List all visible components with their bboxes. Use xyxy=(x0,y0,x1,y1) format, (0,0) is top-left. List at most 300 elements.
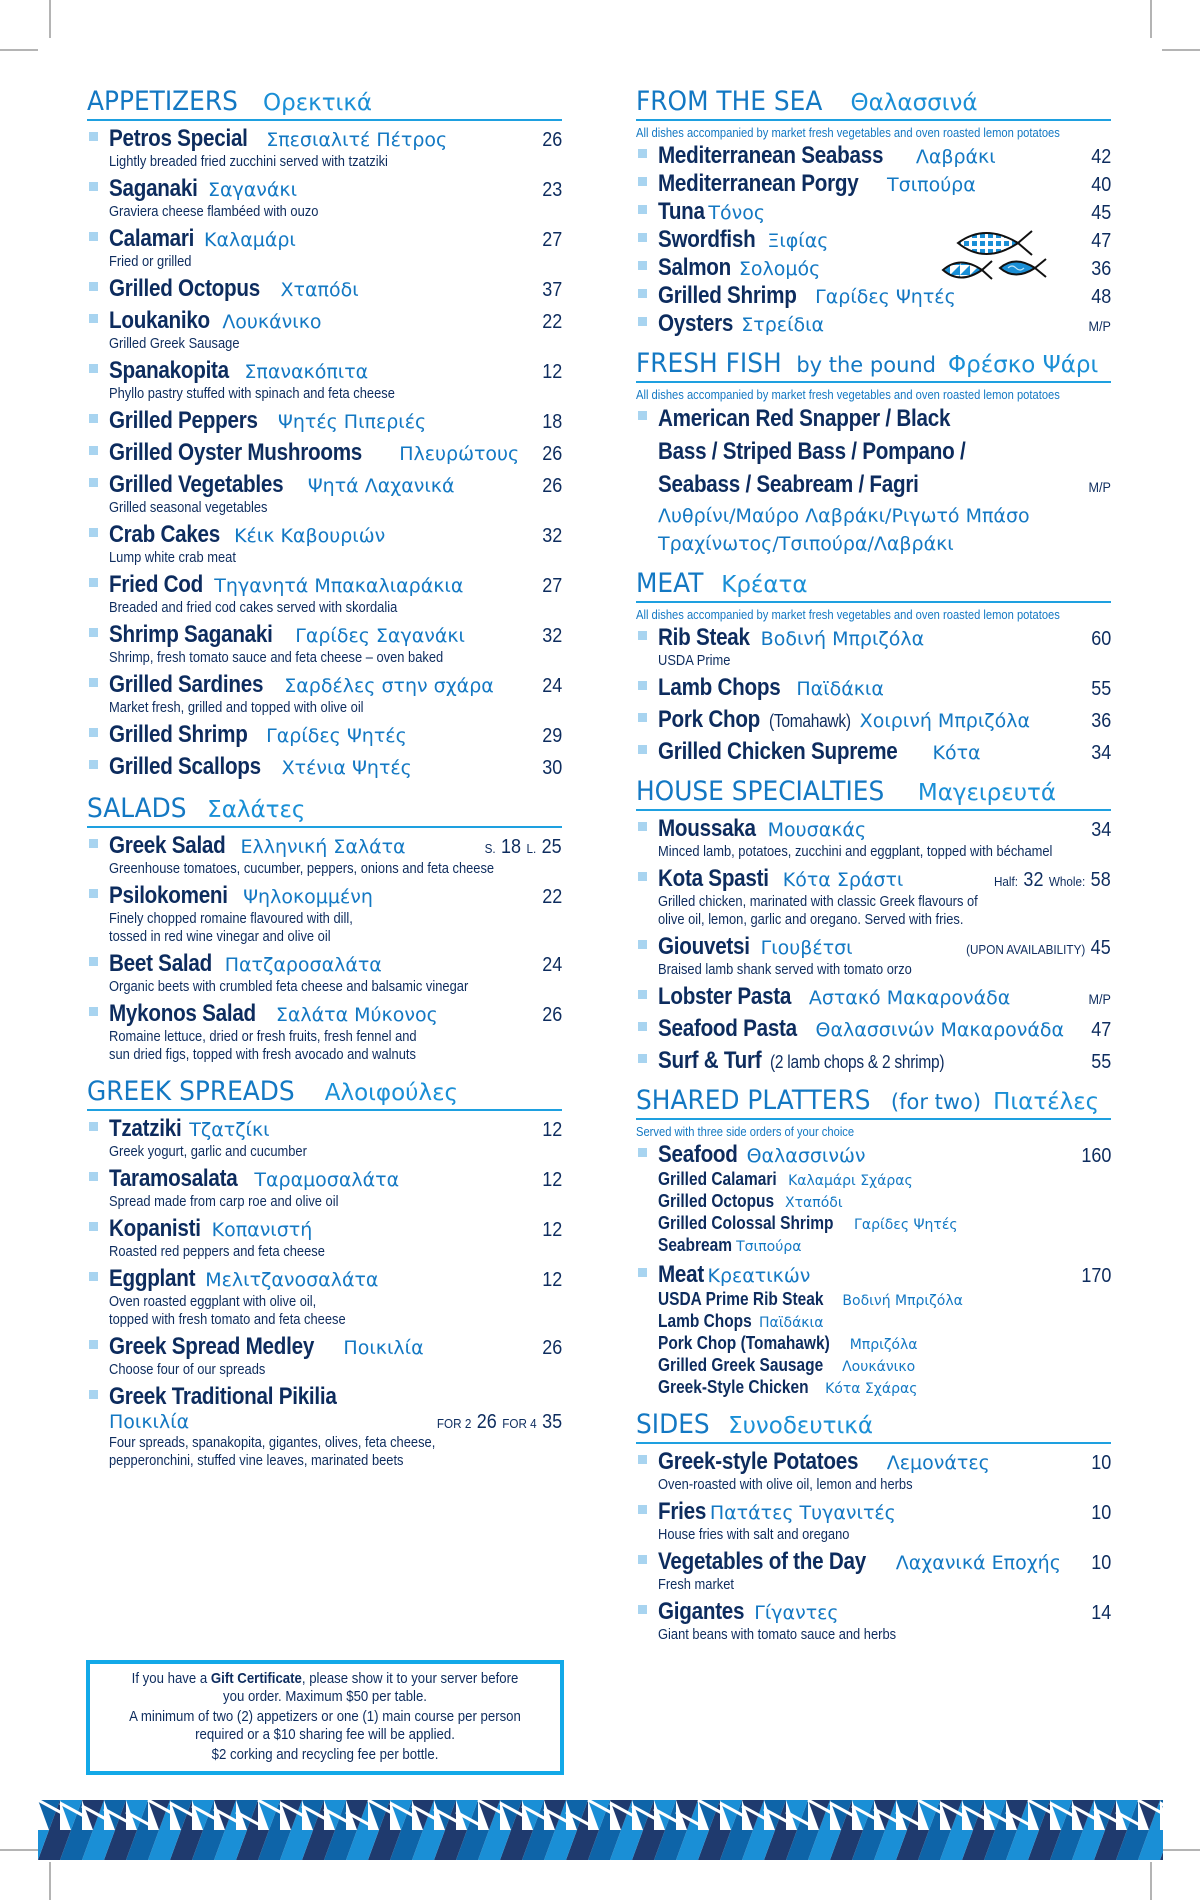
item-name: Loukaniko xyxy=(109,307,210,334)
menu-item xyxy=(87,1000,562,1064)
sub-item-greek: Μπριζόλα xyxy=(849,1337,918,1353)
bullet-icon xyxy=(638,1555,647,1564)
item-greek-name: Γίγαντες xyxy=(754,1602,839,1624)
item-name-wrap xyxy=(109,671,494,699)
section-note: Served with three side orders of your choice xyxy=(636,1124,855,1139)
house-specialties-list xyxy=(636,815,1111,1075)
menu-item xyxy=(87,175,562,221)
section-header xyxy=(636,1409,1111,1444)
item-greek-name: Κότα Σράστι xyxy=(782,869,904,891)
item-name-wrap xyxy=(109,1115,270,1143)
item-greek-name: Ξιφίας xyxy=(767,230,829,252)
item-description: topped with fresh tomato and feta cheese xyxy=(109,1311,346,1328)
sub-item-greek: Γαρίδες Ψητές xyxy=(854,1217,958,1233)
item-name: Greek Salad xyxy=(109,832,226,859)
menu-item xyxy=(636,624,1111,670)
section-shared-platters xyxy=(636,1085,1111,1399)
item-name-wrap xyxy=(109,225,296,253)
section-header xyxy=(636,86,1111,121)
item-greek-name: Γιουβέτσι xyxy=(760,937,853,959)
item-greek: Λυθρίνι/Μαύρο Λαβράκι/Ριγωτό Μπάσο xyxy=(658,505,1030,527)
item-name: Gigantes xyxy=(658,1598,745,1625)
item-name: Greek Traditional Pikilia xyxy=(109,1383,337,1410)
item-name-wrap xyxy=(658,738,981,766)
item-greek-name: Ποικιλία xyxy=(109,1411,190,1433)
crop-mark-bottom-left-h xyxy=(0,1849,38,1851)
section-title: MEAT xyxy=(636,568,704,599)
item-price: 36 xyxy=(1090,258,1111,280)
item-name-wrap xyxy=(658,983,1010,1011)
availability-label: (UPON AVAILABILITY) xyxy=(966,942,1086,957)
item-name-wrap xyxy=(109,1333,424,1361)
item-name: Grilled Chicken Supreme xyxy=(658,738,898,765)
item-name: Grilled Sardines xyxy=(109,671,264,698)
sub-item-name: Seabream xyxy=(658,1235,733,1255)
item-name: Rib Steak xyxy=(658,624,750,651)
item-greek-name: Τζατζίκι xyxy=(189,1119,270,1141)
price-for-2: 26 xyxy=(476,1411,497,1433)
item-price: 10 xyxy=(1090,1452,1111,1474)
menu-item xyxy=(87,1383,562,1470)
item-price: M/P xyxy=(1088,318,1111,334)
item-greek-name: Λαχανικά Εποχής xyxy=(895,1552,1061,1574)
menu-item xyxy=(87,671,562,717)
item-greek-name: Ελληνική Σαλάτα xyxy=(240,836,406,858)
crop-mark-top-right-v xyxy=(1150,0,1152,38)
section-salads xyxy=(87,793,562,1064)
menu-item xyxy=(636,1015,1111,1043)
sub-item-name: Grilled Octopus xyxy=(658,1191,775,1211)
sub-item-greek: Βοδινή Μπριζόλα xyxy=(842,1293,963,1309)
price-small: 18 xyxy=(501,836,522,858)
item-row xyxy=(109,407,562,435)
item-price: 26 xyxy=(541,1337,562,1359)
item-price: 60 xyxy=(1090,628,1111,650)
item-name: Moussaka xyxy=(658,815,756,842)
item-price: 27 xyxy=(541,575,562,597)
item-row xyxy=(658,706,1111,734)
crop-mark-bottom-right-h xyxy=(1162,1849,1200,1851)
menu-item xyxy=(87,1333,562,1379)
menu-item xyxy=(87,225,562,271)
item-price xyxy=(437,1411,562,1434)
section-header xyxy=(87,793,562,828)
bullet-icon xyxy=(89,678,98,687)
item-name-wrap xyxy=(658,1598,839,1626)
price-for-4: 35 xyxy=(541,1411,562,1433)
item-row xyxy=(109,275,562,303)
item-price xyxy=(994,869,1111,892)
item-row xyxy=(658,674,1111,702)
item-row xyxy=(109,1333,562,1361)
item-row xyxy=(658,933,1111,961)
item-description: Fresh market xyxy=(658,1576,734,1593)
section-from-the-sea xyxy=(636,86,1111,338)
item-row xyxy=(109,357,562,385)
item-greek-name: Παϊδάκια xyxy=(796,678,884,700)
item-price: 48 xyxy=(1090,286,1111,308)
bullet-icon xyxy=(89,132,98,141)
item-name: Fries xyxy=(658,1498,707,1525)
menu-item xyxy=(87,125,562,171)
item-greek-name: Θαλασσινών Μακαρονάδα xyxy=(815,1019,1065,1041)
sub-item-name: Greek-Style Chicken xyxy=(658,1377,809,1397)
menu-item xyxy=(87,471,562,517)
section-title: SALADS xyxy=(87,793,187,824)
item-price: 40 xyxy=(1090,174,1111,196)
item-name-wrap xyxy=(658,624,924,652)
item-greek-name: Ψητά Λαχανικά xyxy=(307,475,455,497)
item-name-wrap xyxy=(109,571,463,599)
item-name-wrap xyxy=(658,865,903,893)
item-name: Meat xyxy=(658,1261,704,1288)
bullet-icon xyxy=(638,233,647,242)
right-column xyxy=(636,86,1111,1654)
crop-mark-top-right-h xyxy=(1162,49,1200,51)
item-name: Grilled Scallops xyxy=(109,753,261,780)
item-row xyxy=(109,1383,562,1411)
item-row xyxy=(109,175,562,203)
item-row xyxy=(658,198,1111,226)
item-greek-name: Κέικ Καβουριών xyxy=(234,525,386,547)
size-label: S. xyxy=(484,841,496,856)
item-name-wrap xyxy=(658,170,976,198)
item-greek-name: Πατζαροσαλάτα xyxy=(224,954,382,976)
sub-item-name: Pork Chop (Tomahawk) xyxy=(658,1333,830,1353)
bullet-icon xyxy=(638,1505,647,1514)
menu-item xyxy=(87,1215,562,1261)
item-row xyxy=(658,1548,1111,1576)
menu-item xyxy=(636,198,1111,226)
menu-item xyxy=(87,950,562,996)
item-name-wrap xyxy=(658,1548,1061,1576)
sub-item-name: Grilled Colossal Shrimp xyxy=(658,1213,834,1233)
menu-item xyxy=(636,1261,1111,1399)
bullet-icon xyxy=(638,1605,647,1614)
item-name: Vegetables of the Day xyxy=(658,1548,866,1575)
item-name: Eggplant xyxy=(109,1265,196,1292)
item-greek-name: Μουσακάς xyxy=(767,819,867,841)
item-greek-name: Σπεσιαλιτέ Πέτρος xyxy=(266,129,448,151)
menu-item xyxy=(87,721,562,749)
item-name: Pork Chop xyxy=(658,706,761,733)
bullet-icon xyxy=(89,232,98,241)
bullet-icon xyxy=(89,628,98,637)
item-description: Roasted red peppers and feta cheese xyxy=(109,1243,325,1260)
item-description: Greek yogurt, garlic and cucumber xyxy=(109,1143,307,1160)
platter-sub-item xyxy=(658,1289,1111,1311)
notice-line-2: you order. Maximum $50 per table. xyxy=(223,1688,427,1705)
item-name: Grilled Vegetables xyxy=(109,471,284,498)
section-title-greek: Συνοδευτικά xyxy=(728,1413,874,1439)
item-price: 55 xyxy=(1090,678,1111,700)
sub-item-greek: Παϊδάκια xyxy=(759,1315,824,1331)
item-greek-name: Γαρίδες Ψητές xyxy=(266,725,407,747)
bullet-icon xyxy=(89,728,98,737)
item-name-wrap xyxy=(658,1261,810,1289)
item-description: Organic beets with crumbled feta cheese and balsamic vinegar xyxy=(109,978,469,995)
section-title-greek: Κρέατα xyxy=(721,572,808,598)
item-name: Tuna xyxy=(658,198,705,225)
item-row xyxy=(658,142,1111,170)
menu-item xyxy=(636,865,1111,929)
platter-sub-item xyxy=(658,1333,1111,1355)
item-price: 18 xyxy=(541,411,562,433)
notice-line-5: $2 corking and recycling fee per bottle. xyxy=(211,1746,439,1763)
item-price: 26 xyxy=(541,1004,562,1026)
item-name: Psilokomeni xyxy=(109,882,228,909)
menu-item xyxy=(636,1498,1111,1544)
item-description: Finely chopped romaine flavoured with dill, xyxy=(109,910,353,927)
item-greek-name: Ταραμοσαλάτα xyxy=(254,1169,400,1191)
item-row xyxy=(658,170,1111,198)
section-title-greek: Πιατέλες xyxy=(993,1089,1100,1115)
item-name: Kota Spasti xyxy=(658,865,769,892)
item-name-wrap xyxy=(109,175,297,203)
item-name-note: (Tomahawk) xyxy=(768,711,851,731)
bullet-icon xyxy=(89,1122,98,1131)
item-price: 47 xyxy=(1090,230,1111,252)
section-greek-spreads xyxy=(87,1076,562,1470)
bullet-icon xyxy=(638,1022,647,1031)
item-price: 36 xyxy=(1090,710,1111,732)
bullet-icon xyxy=(638,205,647,214)
menu-item xyxy=(87,832,562,878)
item-name: Crab Cakes xyxy=(109,521,221,548)
bullet-icon xyxy=(89,1222,98,1231)
bullet-icon xyxy=(89,414,98,423)
item-price: 24 xyxy=(541,675,562,697)
item-name: Lamb Chops xyxy=(658,674,781,701)
notice-line-1: If you have a Gift Certificate, please show it to your server before xyxy=(131,1670,519,1687)
item-greek-name: Κρεατικών xyxy=(707,1265,811,1287)
item-greek-name: Ποικιλία xyxy=(343,1337,424,1359)
section-title: FROM THE SEA xyxy=(636,86,823,117)
menu-item xyxy=(87,1115,562,1161)
item-name: Greek Spread Medley xyxy=(109,1333,315,1360)
item-greek-name: Γαρίδες Ψητές xyxy=(815,286,956,308)
section-title: HOUSE SPECIALTIES xyxy=(636,776,885,807)
bullet-icon xyxy=(638,261,647,270)
bullet-icon xyxy=(638,1148,647,1157)
section-note: All dishes accompanied by market fresh vegetables and oven roasted lemon potatoes xyxy=(636,387,1060,402)
section-title-greek: Αλοιφούλες xyxy=(324,1080,459,1106)
item-row xyxy=(109,721,562,749)
item-price: 24 xyxy=(541,954,562,976)
item-name: Taramosalata xyxy=(109,1165,238,1192)
item-price: 14 xyxy=(1090,1602,1111,1624)
item-row xyxy=(109,1411,562,1434)
section-title-greek: Θαλασσινά xyxy=(850,90,978,116)
item-description: Greenhouse tomatoes, cucumber, peppers, onions and feta cheese xyxy=(109,860,495,877)
item-name-wrap xyxy=(658,674,884,702)
item-name-wrap xyxy=(109,832,406,860)
menu-item xyxy=(636,404,1111,558)
item-price: 10 xyxy=(1090,1552,1111,1574)
menu-item xyxy=(87,439,562,467)
item-name: Saganaki xyxy=(109,175,198,202)
platter-sub-item xyxy=(658,1191,1111,1213)
section-title-extra: by the pound xyxy=(796,353,937,377)
bullet-icon xyxy=(89,528,98,537)
item-name: Grilled Octopus xyxy=(109,275,260,302)
section-note: All dishes accompanied by market fresh vegetables and oven roasted lemon potatoes xyxy=(636,607,1060,622)
item-price: 55 xyxy=(1090,1051,1111,1073)
item-row xyxy=(109,621,562,649)
menu-item xyxy=(87,1165,562,1211)
item-description: Fried or grilled xyxy=(109,253,192,270)
item-name: Tzatziki xyxy=(109,1115,182,1142)
menu-item xyxy=(87,882,562,946)
sub-item-name: USDA Prime Rib Steak xyxy=(658,1289,824,1309)
item-price: 32 xyxy=(541,625,562,647)
item-price: 12 xyxy=(541,1169,562,1191)
item-price: 37 xyxy=(541,279,562,301)
platter-sub-item xyxy=(658,1169,1111,1191)
bullet-icon xyxy=(638,681,647,690)
item-description: Romaine lettuce, dried or fresh fruits, fresh fennel and xyxy=(109,1028,417,1045)
section-title: GREEK SPREADS xyxy=(87,1076,295,1107)
bullet-icon xyxy=(638,149,647,158)
item-row xyxy=(658,310,1111,338)
item-description: Grilled Greek Sausage xyxy=(109,335,240,352)
crop-mark-bottom-right-v xyxy=(1150,1862,1152,1900)
item-price: 47 xyxy=(1090,1019,1111,1041)
section-header xyxy=(636,1085,1111,1120)
meat-list xyxy=(636,624,1111,766)
item-name-wrap xyxy=(658,254,820,282)
menu-item xyxy=(636,1548,1111,1594)
menu-item xyxy=(636,815,1111,861)
crop-mark-bottom-left-v xyxy=(49,1862,51,1900)
item-name-wrap xyxy=(109,521,385,549)
item-name-wrap xyxy=(109,125,447,153)
item-row xyxy=(109,1115,562,1143)
section-title: FRESH FISH xyxy=(636,348,782,379)
price: 45 xyxy=(1090,937,1111,959)
price-large: 25 xyxy=(541,836,562,858)
sub-item-greek: Κότα Σχάρας xyxy=(825,1381,918,1397)
item-description: House fries with salt and oregano xyxy=(658,1526,850,1543)
size-label: Whole: xyxy=(1049,874,1086,889)
item-row xyxy=(658,1141,1111,1169)
sub-item-greek: Τσιπούρα xyxy=(736,1239,802,1255)
section-title: APPETIZERS xyxy=(87,86,238,117)
item-row xyxy=(658,624,1111,652)
item-price: 34 xyxy=(1090,819,1111,841)
menu-item xyxy=(87,307,562,353)
bullet-icon xyxy=(638,990,647,999)
item-row xyxy=(109,125,562,153)
item-name-wrap xyxy=(658,1141,865,1169)
item-name-wrap xyxy=(658,815,866,843)
item-description: Oven-roasted with olive oil, lemon and herbs xyxy=(658,1476,913,1493)
item-greek-name: Σαλάτα Μύκονος xyxy=(275,1004,438,1026)
size-label: FOR 2 xyxy=(436,1416,472,1431)
item-name-wrap xyxy=(109,1215,312,1243)
section-title-greek: Ορεκτικά xyxy=(263,90,373,116)
bullet-icon xyxy=(89,446,98,455)
item-price: 23 xyxy=(541,179,562,201)
item-row xyxy=(658,865,1111,893)
item-price: 32 xyxy=(541,525,562,547)
item-name: Grilled Oyster Mushrooms xyxy=(109,439,363,466)
notice-line-3: A minimum of two (2) appetizers or one (1) main course per person xyxy=(129,1708,521,1725)
item-greek-name: Λεμονάτες xyxy=(886,1452,990,1474)
section-fresh-fish xyxy=(636,348,1111,558)
item-name-wrap xyxy=(109,439,519,467)
item-name: Mykonos Salad xyxy=(109,1000,256,1027)
item-name-wrap xyxy=(658,198,765,226)
menu-item xyxy=(636,142,1111,170)
bullet-icon xyxy=(89,1007,98,1016)
crop-mark-top-left-h xyxy=(0,49,38,51)
item-description: Phyllo pastry stuffed with spinach and feta cheese xyxy=(109,385,395,402)
item-row xyxy=(109,307,562,335)
item-greek: Τραχίνωτος/Τσιπούρα/Λαβράκι xyxy=(658,533,954,555)
menu-item xyxy=(87,275,562,303)
item-row xyxy=(658,1261,1111,1289)
item-greek-name: Λουκάνικο xyxy=(222,311,322,333)
item-greek-name: Ψητές Πιπεριές xyxy=(277,411,427,433)
bullet-icon xyxy=(89,1340,98,1349)
item-name-wrap xyxy=(109,753,412,781)
section-house-specialties xyxy=(636,776,1111,1075)
item-name: Seafood xyxy=(658,1141,738,1168)
item-name-wrap xyxy=(109,471,455,499)
sub-item-name: Grilled Calamari xyxy=(658,1169,777,1189)
item-greek-name: Γαρίδες Σαγανάκι xyxy=(295,625,465,647)
menu-item xyxy=(87,571,562,617)
left-column xyxy=(87,86,562,1480)
section-header xyxy=(636,568,1111,603)
item-description: sun dried figs, topped with fresh avocado and walnuts xyxy=(109,1046,416,1063)
bullet-icon xyxy=(638,1455,647,1464)
item-name-wrap xyxy=(658,1015,1064,1043)
item-name-wrap xyxy=(658,310,824,338)
bullet-icon xyxy=(638,822,647,831)
item-name: Giouvetsi xyxy=(658,933,750,960)
item-name-wrap xyxy=(658,142,996,170)
item-name-wrap xyxy=(658,1498,896,1526)
platter-sub-item xyxy=(658,1235,1111,1257)
menu-item xyxy=(636,933,1111,979)
size-label: FOR 4 xyxy=(502,1416,537,1431)
item-name-wrap xyxy=(658,1047,973,1075)
item-greek-name: Κοπανιστή xyxy=(211,1219,313,1241)
item-row xyxy=(109,1165,562,1193)
size-label: Half: xyxy=(994,874,1019,889)
item-price: 34 xyxy=(1090,742,1111,764)
item-price xyxy=(485,836,562,859)
item-price: 45 xyxy=(1090,202,1111,224)
menu-item xyxy=(636,983,1111,1011)
item-price: 29 xyxy=(541,725,562,747)
item-price: 22 xyxy=(541,311,562,333)
item-name: Fried Cod xyxy=(109,571,203,598)
item-greek-name: Στρείδια xyxy=(741,314,825,336)
item-description: Breaded and fried cod cakes served with skordalia xyxy=(109,599,398,616)
item-greek-name: Μελιτζανοσαλάτα xyxy=(205,1269,379,1291)
sub-item-greek: Λουκάνικο xyxy=(842,1359,916,1375)
item-name: Surf & Turf xyxy=(658,1047,762,1074)
menu-item xyxy=(87,521,562,567)
crop-mark-top-left-v xyxy=(49,0,51,38)
item-price: 42 xyxy=(1090,146,1111,168)
item-row xyxy=(658,1498,1111,1526)
item-description: Grilled chicken, marinated with classic Greek flavours of xyxy=(658,893,978,910)
item-greek-name: Χταπόδι xyxy=(280,279,359,301)
